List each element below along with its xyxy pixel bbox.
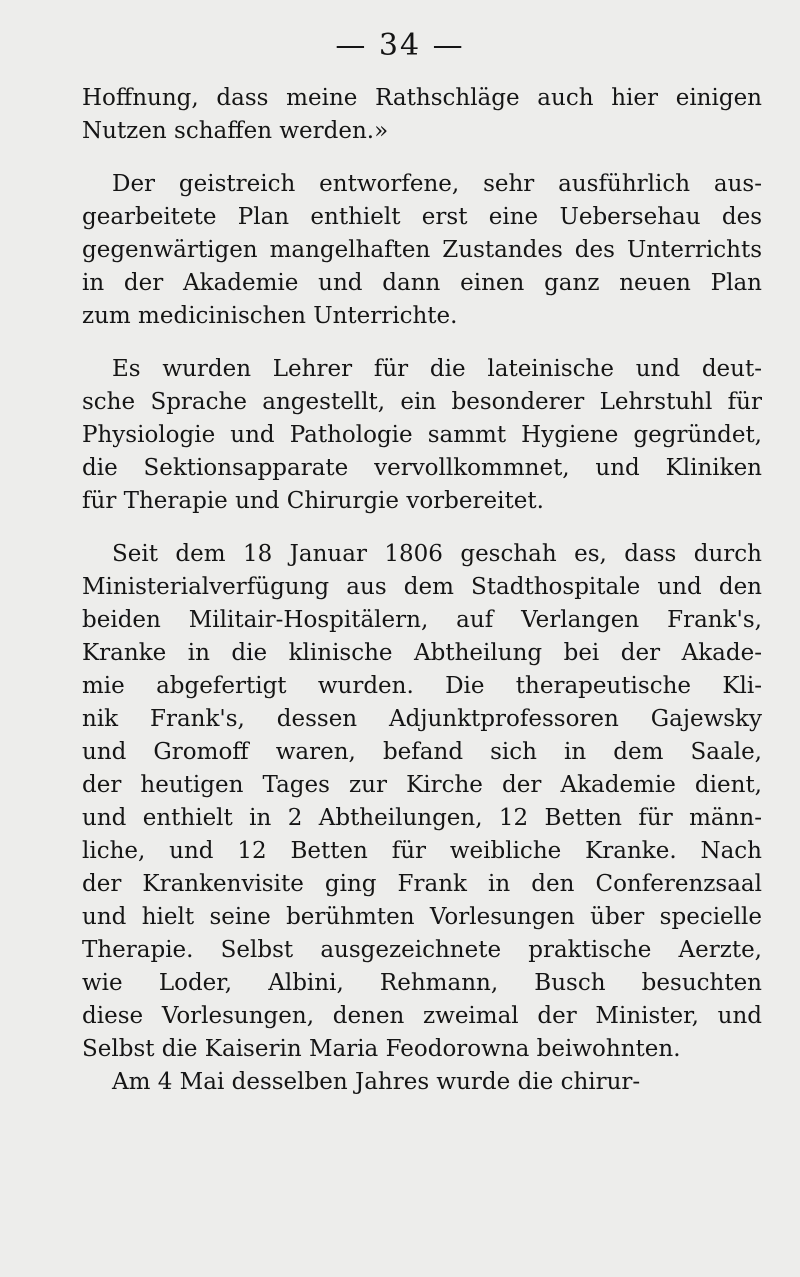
text-line: diese Vorlesungen, denen zweimal der Minister, und (82, 1003, 762, 1029)
text-line: Nutzen schaffen werden.» (82, 118, 389, 144)
text-line: wie Loder, Albini, Rehmann, Busch besuchten (82, 970, 762, 996)
text-line: der heutigen Tages zur Kirche der Akademie dient, (82, 772, 762, 798)
text-line: Therapie. Selbst ausgezeichnete praktische Aerzte, (82, 937, 762, 963)
text-line: Ministerialverfügung aus dem Stadthospitale und den (82, 574, 762, 600)
text-line: nik Frank's, dessen Adjunktprofessoren Gajewsky (82, 706, 762, 732)
text-line: für Therapie und Chirurgie vorbereitet. (82, 488, 544, 514)
text-line: in der Akademie und dann einen ganz neuen Plan (82, 270, 762, 296)
text-line: Physiologie und Pathologie sammt Hygiene gegründet, (82, 422, 762, 448)
text-line: Hoffnung, dass meine Rathschläge auch hier einigen (82, 85, 762, 111)
text-line: gearbeitete Plan enthielt erst eine Uebersehau des (82, 204, 762, 230)
text-line: Selbst die Kaiserin Maria Feodorowna beiwohnten. (82, 1036, 681, 1062)
text-line: und hielt seine berühmten Vorlesungen über specielle (82, 904, 762, 930)
text-line: liche, und 12 Betten für weibliche Kranke. Nach (82, 838, 762, 864)
text-line: Es wurden Lehrer für die lateinische und deut- (112, 356, 762, 382)
text-line: die Sektionsapparate vervollkommnet, und Kliniken (82, 455, 762, 481)
text-line: und Gromoff waren, befand sich in dem Saale, (82, 739, 762, 765)
text-line: Der geistreich entworfene, sehr ausführlich aus- (112, 171, 762, 197)
text-line: beiden Militair-Hospitälern, auf Verlangen Frank's, (82, 607, 762, 633)
text-line: zum medicinischen Unterrichte. (82, 303, 458, 329)
text-line: sche Sprache angestellt, ein besonderer Lehrstuhl für (82, 389, 762, 415)
page-number-header: — 34 — (335, 28, 465, 63)
body-text (82, 82, 762, 1099)
text-line: mie abgefertigt wurden. Die therapeutische Kli- (82, 673, 762, 699)
text-line: Kranke in die klinische Abtheilung bei der Akade- (82, 640, 762, 666)
text-line: der Krankenvisite ging Frank in den Conferenzsaal (82, 871, 762, 897)
text-line: und enthielt in 2 Abtheilungen, 12 Betten für männ- (82, 805, 762, 831)
text-line: Seit dem 18 Januar 1806 geschah es, dass durch (112, 541, 762, 567)
text-line: Am 4 Mai desselben Jahres wurde die chirur- (112, 1069, 641, 1095)
text-line: gegenwärtigen mangelhaften Zustandes des Unterrichts (82, 237, 762, 263)
